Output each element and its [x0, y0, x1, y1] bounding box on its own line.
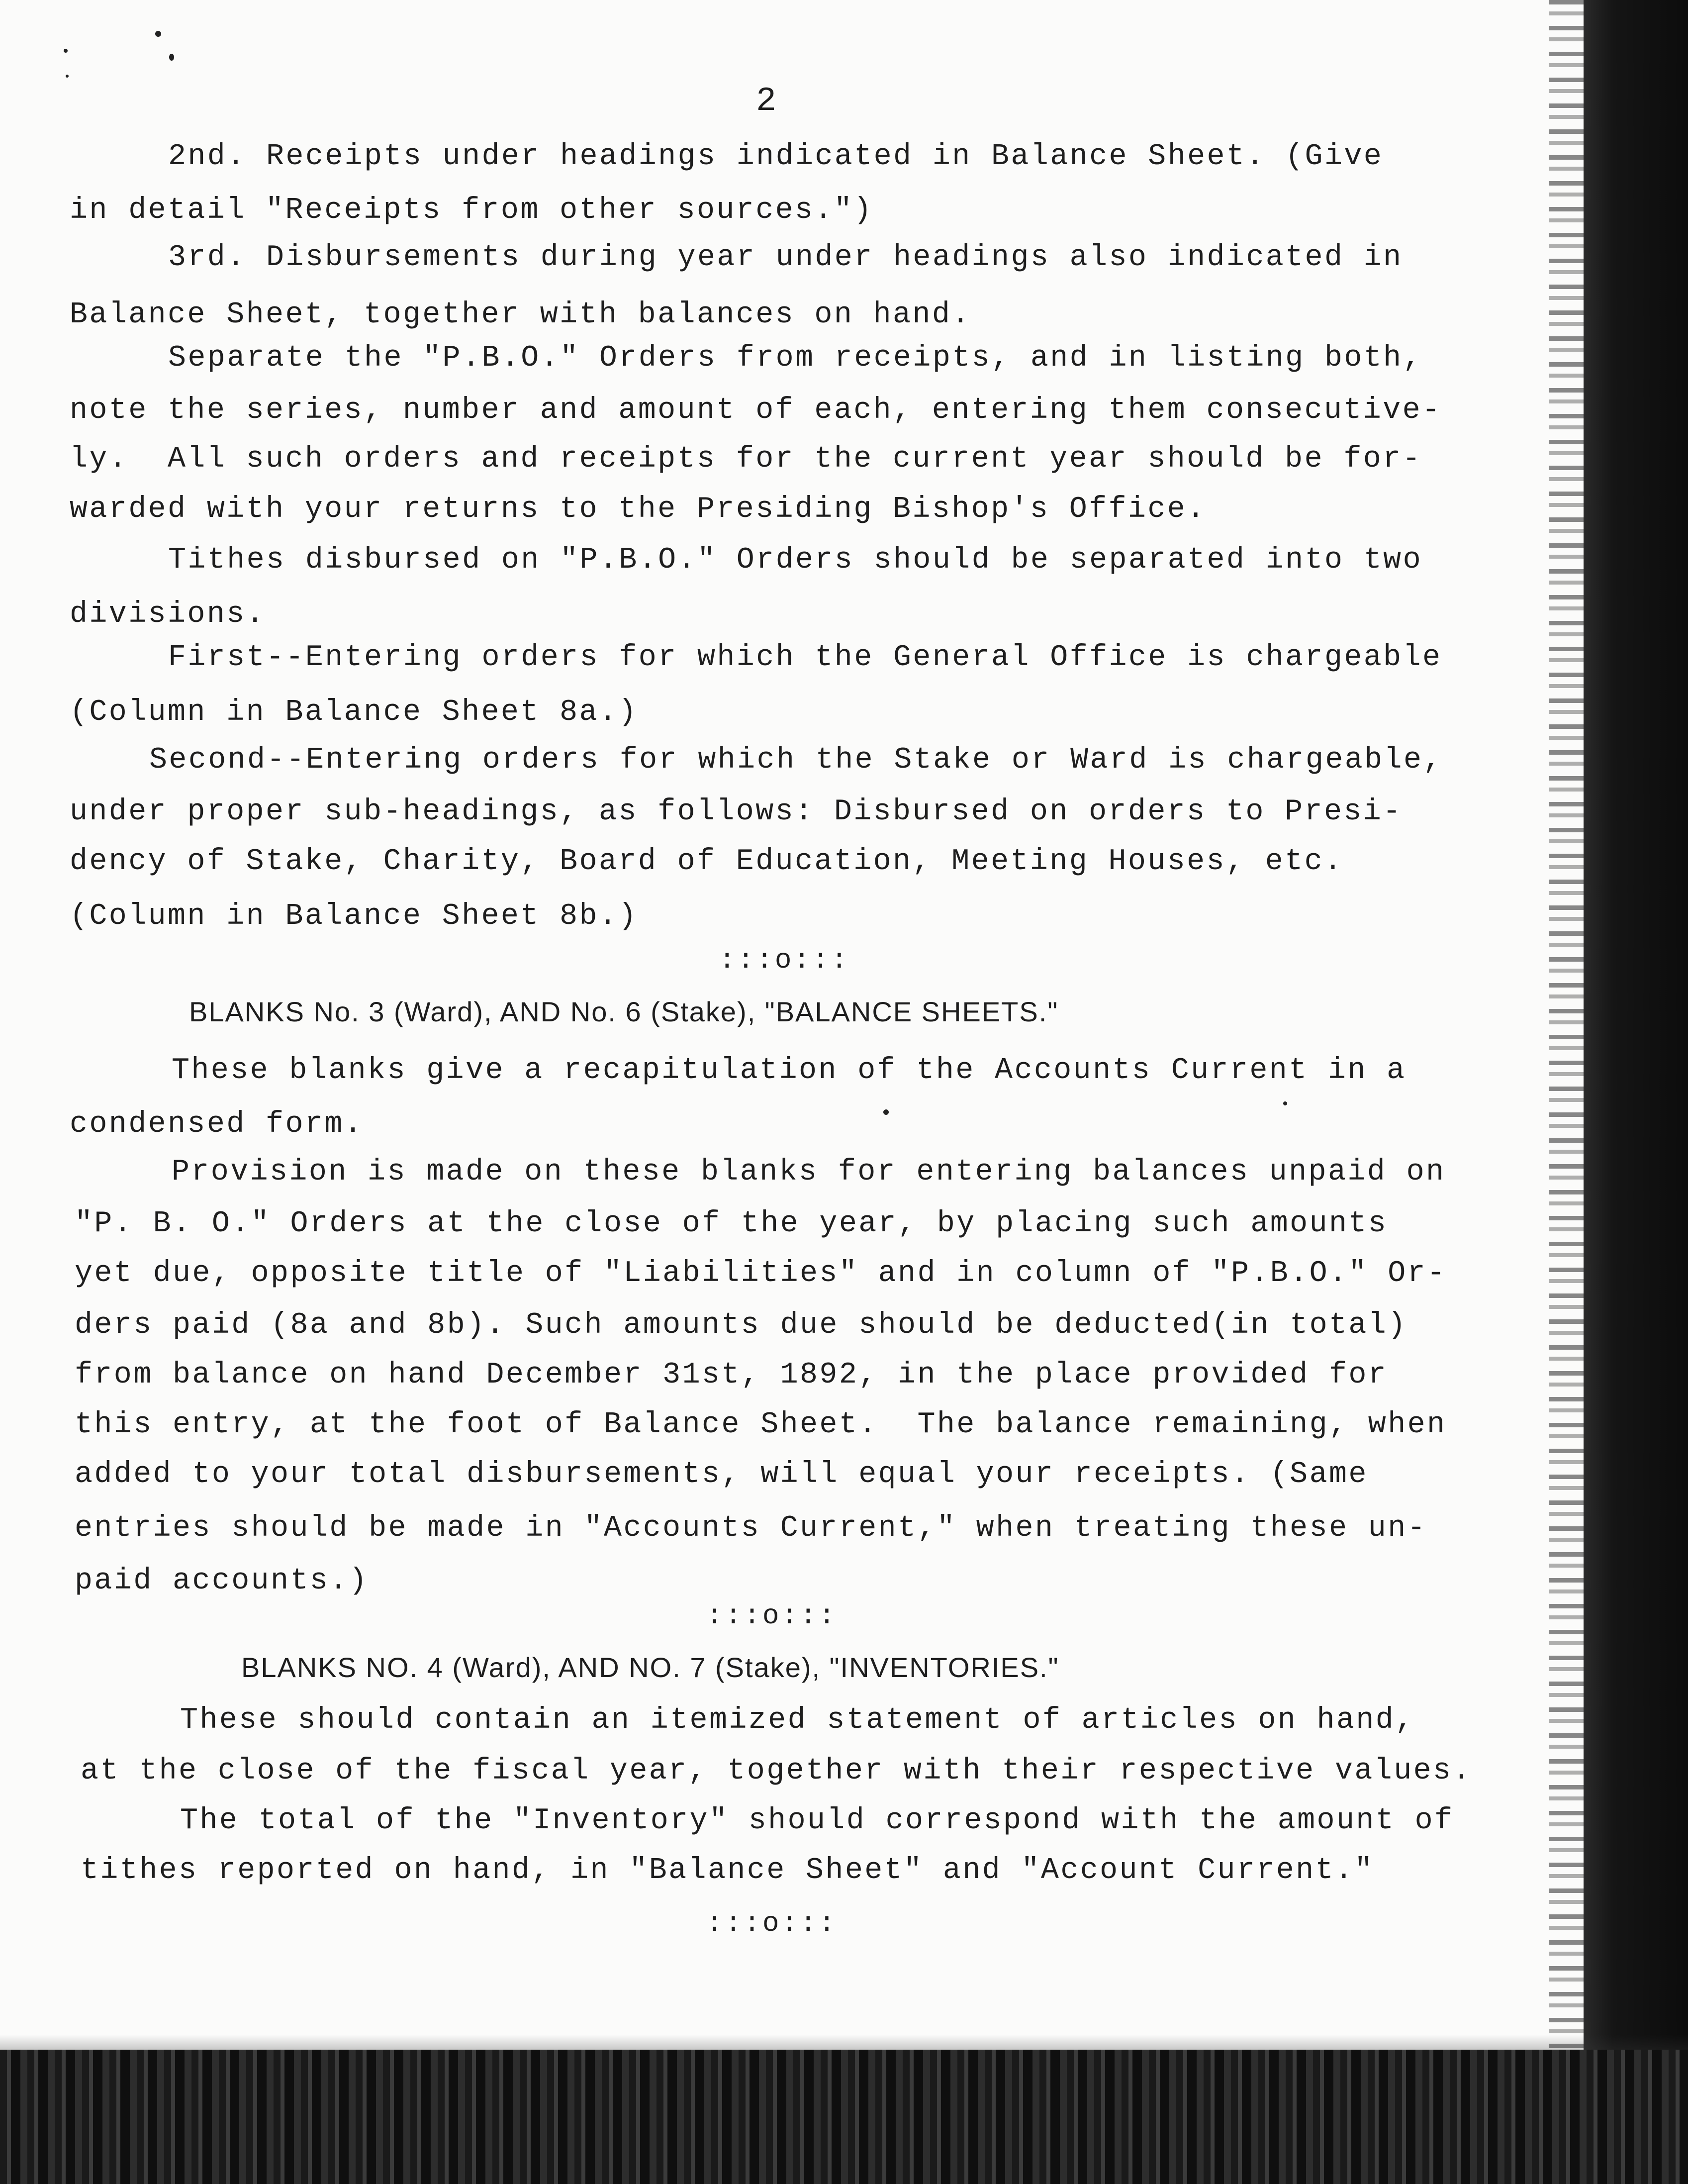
- text-line: (Column in Balance Sheet 8b.): [70, 899, 638, 933]
- text-line: dency of Stake, Charity, Board of Education, Meeting Houses, etc.: [70, 845, 1344, 879]
- scan-edge-right: [1584, 0, 1688, 2184]
- text-line: at the close of the fiscal year, together with their respective values.: [81, 1754, 1472, 1788]
- text-line: The total of the "Inventory" should correspond with the amount of: [180, 1804, 1454, 1838]
- section-heading: BLANKS NO. 4 (Ward), AND NO. 7 (Stake), "INVENTORIES.": [241, 1652, 1059, 1683]
- text-line: under proper sub-headings, as follows: Disbursed on orders to Presi-: [70, 795, 1403, 829]
- text-line: warded with your returns to the Presiding Bishop's Office.: [70, 493, 1207, 526]
- scan-speck: [1283, 1101, 1287, 1105]
- text-line: ders paid (8a and 8b). Such amounts due should be deducted(in total): [75, 1308, 1407, 1342]
- section-separator: :::o:::: [706, 1907, 838, 1939]
- section-heading: BLANKS No. 3 (Ward), AND No. 6 (Stake), "BALANCE SHEETS.": [189, 996, 1059, 1027]
- scan-speck: [155, 31, 161, 37]
- text-line: These should contain an itemized statement of articles on hand,: [180, 1703, 1415, 1737]
- text-line: Provision is made on these blanks for entering balances unpaid on: [172, 1155, 1446, 1189]
- text-line: this entry, at the foot of Balance Sheet. The balance remaining, when: [75, 1408, 1447, 1442]
- text-line: Tithes disbursed on "P.B.O." Orders should be separated into two: [168, 543, 1422, 577]
- text-line: These blanks give a recapitulation of the Accounts Current in a: [172, 1054, 1407, 1088]
- text-line: paid accounts.): [75, 1564, 369, 1598]
- text-line: 3rd. Disbursements during year under headings also indicated in: [168, 241, 1403, 275]
- text-line: note the series, number and amount of each, entering them consecutive-: [70, 394, 1442, 427]
- text-line: divisions.: [70, 597, 266, 631]
- scan-speck: [169, 54, 174, 61]
- text-line: tithes reported on hand, in "Balance Sheet" and "Account Current.": [81, 1854, 1374, 1887]
- text-line: Second--Entering orders for which the Stake or Ward is chargeable,: [149, 743, 1443, 777]
- text-line: (Column in Balance Sheet 8a.): [70, 695, 638, 729]
- page-number: 2: [756, 82, 777, 120]
- text-line: First--Entering orders for which the General Office is chargeable: [168, 641, 1442, 675]
- text-line: Balance Sheet, together with balances on hand.: [70, 298, 971, 332]
- text-line: yet due, opposite title of "Liabilities" and in column of "P.B.O." Or-: [75, 1257, 1447, 1291]
- scan-speck: [66, 75, 69, 78]
- text-line: 2nd. Receipts under headings indicated in Balance Sheet. (Give: [168, 140, 1384, 174]
- text-line: from balance on hand December 31st, 1892, in the place provided for: [75, 1358, 1388, 1392]
- scan-speck: [883, 1109, 889, 1115]
- text-line: "P. B. O." Orders at the close of the year, by placing such amounts: [75, 1207, 1388, 1241]
- text-line: added to your total disbursements, will equal your receipts. (Same: [75, 1458, 1368, 1491]
- scan-edge-bottom: [0, 2050, 1688, 2184]
- text-line: condensed form.: [70, 1107, 364, 1141]
- text-line: entries should be made in "Accounts Current," when treating these un-: [75, 1511, 1427, 1545]
- section-separator: :::o:::: [706, 1600, 838, 1632]
- text-line: in detail "Receipts from other sources."): [70, 194, 873, 227]
- section-separator: :::o:::: [719, 944, 850, 976]
- text-line: Separate the "P.B.O." Orders from receipts, and in listing both,: [168, 341, 1422, 375]
- text-line: ly. All such orders and receipts for the current year should be for-: [70, 442, 1422, 476]
- scan-speck: [64, 49, 68, 53]
